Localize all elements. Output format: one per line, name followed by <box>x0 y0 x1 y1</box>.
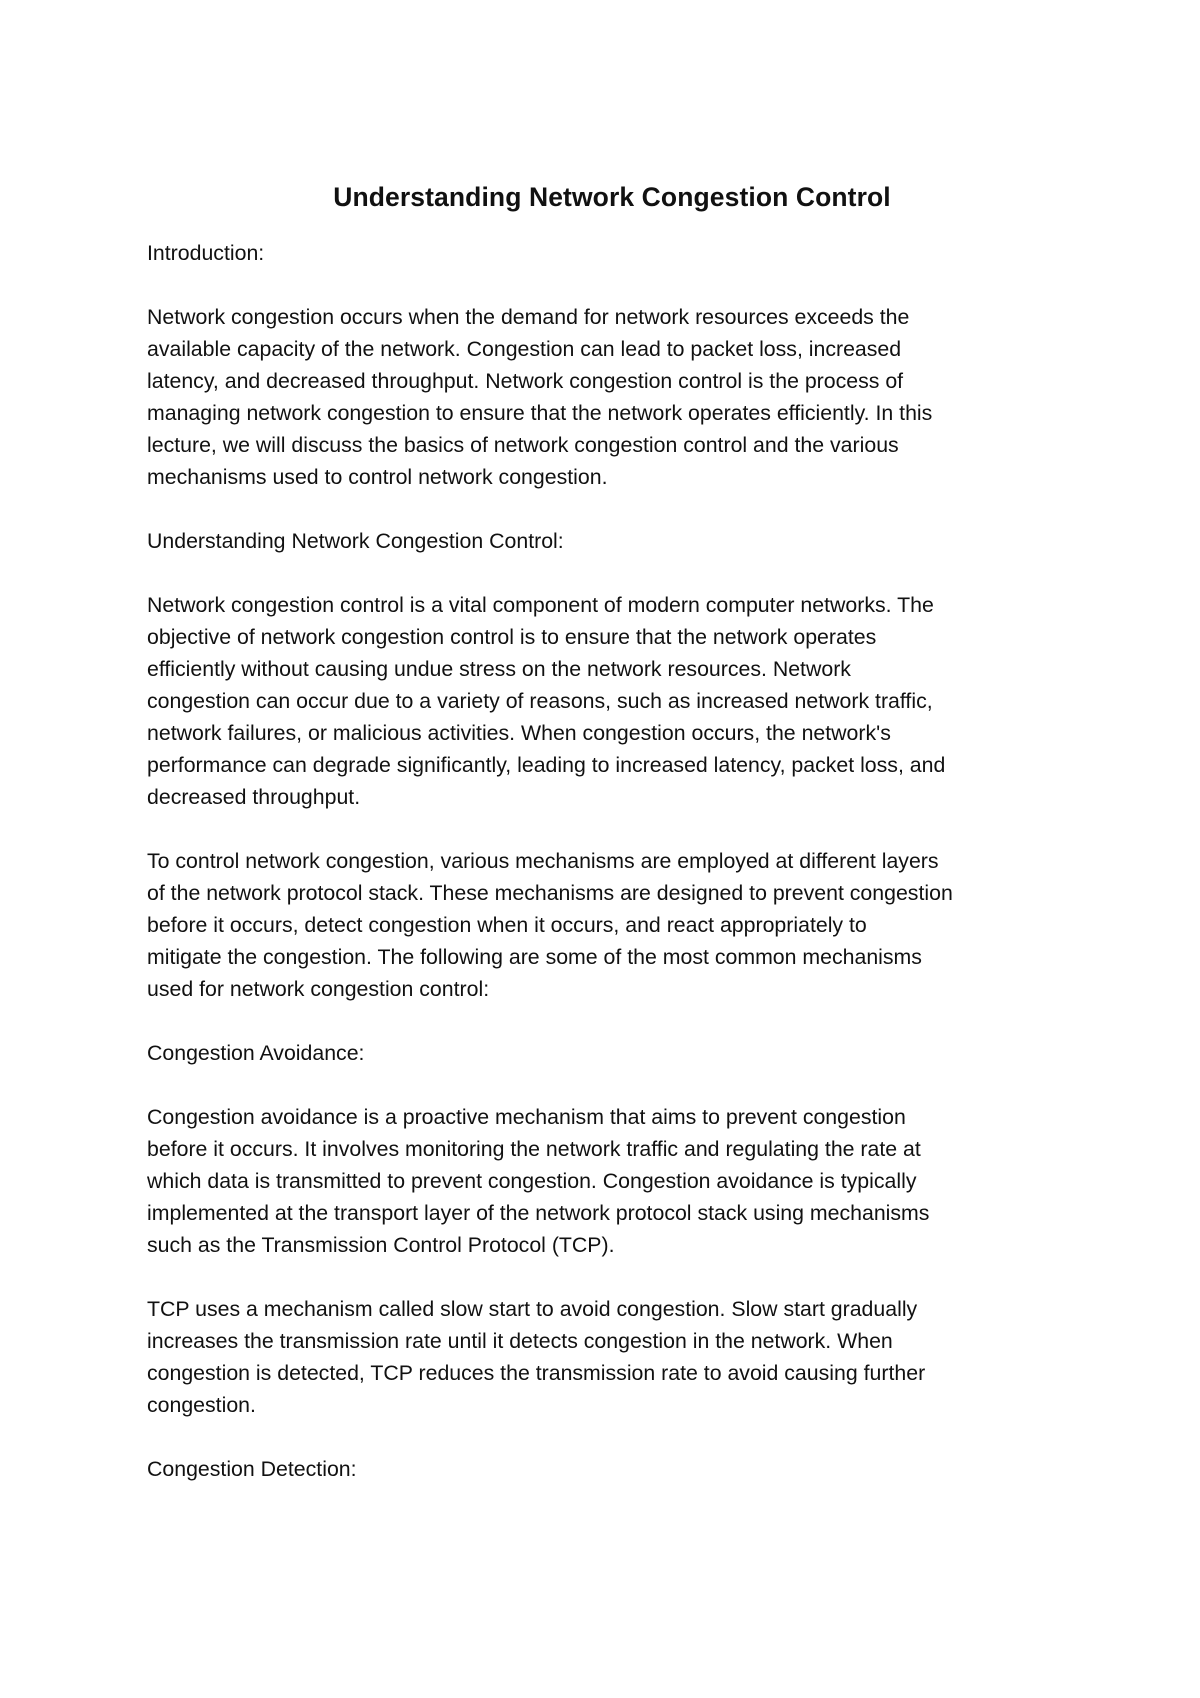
paragraph-line: increases the transmission rate until it detects congestion in the network. When <box>147 1329 893 1353</box>
paragraph-line: objective of network congestion control is to ensure that the network operates <box>147 625 877 649</box>
paragraph-line: such as the Transmission Control Protocol (TCP). <box>147 1233 615 1257</box>
paragraph-line: Network congestion occurs when the demand for network resources exceeds the <box>147 305 910 329</box>
paragraph-line: which data is transmitted to prevent congestion. Congestion avoidance is typically <box>147 1169 917 1193</box>
document-title: Understanding Network Congestion Control <box>333 182 891 212</box>
section-heading: Congestion Detection: <box>147 1457 357 1481</box>
paragraph-line: of the network protocol stack. These mechanisms are designed to prevent congestion <box>147 881 953 905</box>
section-introduction <box>147 237 1077 493</box>
paragraph-line: mechanisms used to control network congestion. <box>147 465 608 489</box>
paragraph-line: available capacity of the network. Congestion can lead to packet loss, increased <box>147 337 902 361</box>
paragraph-line: To control network congestion, various mechanisms are employed at different layers <box>147 849 939 873</box>
section-congestion-detection <box>147 1453 1077 1485</box>
paragraph-line: congestion. <box>147 1393 256 1417</box>
paragraph-line: Congestion avoidance is a proactive mechanism that aims to prevent congestion <box>147 1105 906 1129</box>
section-congestion-avoidance <box>147 1037 1077 1421</box>
paragraph-line: lecture, we will discuss the basics of network congestion control and the various <box>147 433 899 457</box>
paragraph-line: before it occurs, detect congestion when it occurs, and react appropriately to <box>147 913 867 937</box>
paragraph-line: efficiently without causing undue stress on the network resources. Network <box>147 657 851 681</box>
paragraph-line: congestion is detected, TCP reduces the transmission rate to avoid causing further <box>147 1361 926 1385</box>
document-body <box>147 180 1077 1517</box>
paragraph-line: Network congestion control is a vital component of modern computer networks. The <box>147 593 934 617</box>
paragraph-line: TCP uses a mechanism called slow start to avoid congestion. Slow start gradually <box>147 1297 918 1321</box>
paragraph-line: network failures, or malicious activities. When congestion occurs, the network's <box>147 721 891 745</box>
paragraph-line: used for network congestion control: <box>147 977 490 1001</box>
paragraph-line: congestion can occur due to a variety of reasons, such as increased network traffic, <box>147 689 933 713</box>
section-heading: Understanding Network Congestion Control: <box>147 529 564 553</box>
section-understanding <box>147 525 1077 1005</box>
paragraph-line: decreased throughput. <box>147 785 361 809</box>
paragraph-line: implemented at the transport layer of the network protocol stack using mechanisms <box>147 1201 930 1225</box>
paragraph-line: mitigate the congestion. The following are some of the most common mechanisms <box>147 945 922 969</box>
paragraph <box>147 589 1077 813</box>
paragraph <box>147 1101 1077 1261</box>
paragraph <box>147 301 1077 493</box>
paragraph <box>147 845 1077 1005</box>
paragraph-line: before it occurs. It involves monitoring the network traffic and regulating the rate at <box>147 1137 921 1161</box>
paragraph <box>147 1293 1077 1421</box>
paragraph-line: managing network congestion to ensure that the network operates efficiently. In this <box>147 401 933 425</box>
section-heading: Congestion Avoidance: <box>147 1041 365 1065</box>
paragraph-line: performance can degrade significantly, leading to increased latency, packet loss, and <box>147 753 946 777</box>
section-heading: Introduction: <box>147 241 265 265</box>
paragraph-line: latency, and decreased throughput. Network congestion control is the process of <box>147 369 904 393</box>
